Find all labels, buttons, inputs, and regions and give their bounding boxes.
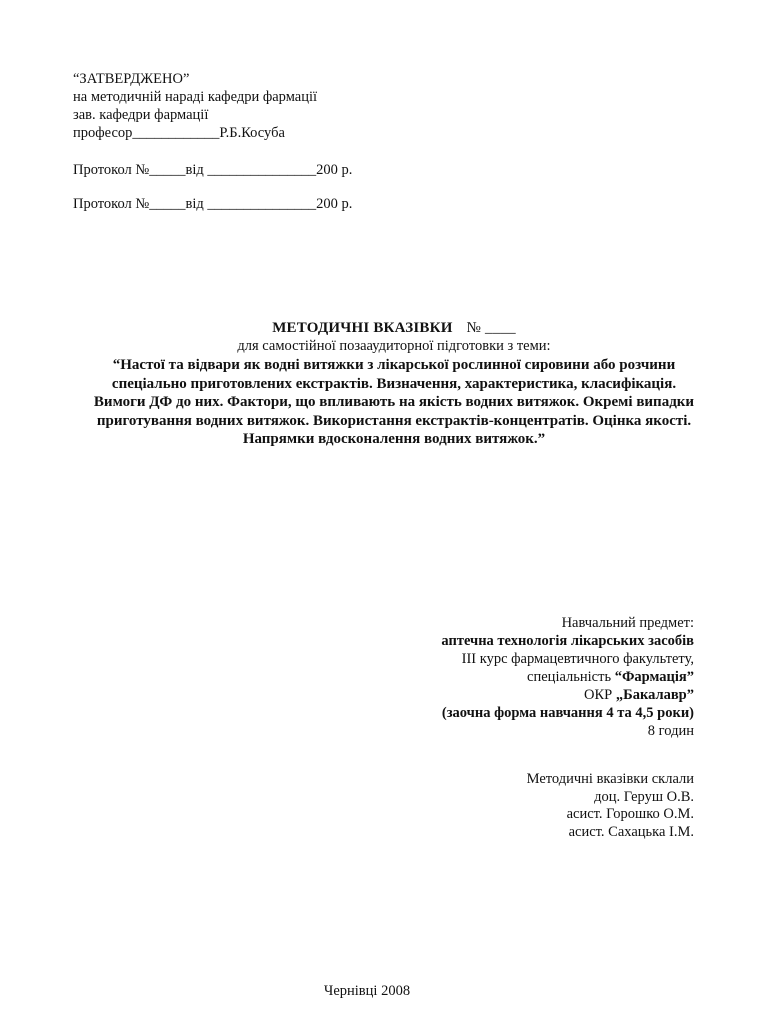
document-number: № ____ xyxy=(466,320,516,336)
authors-heading: Методичні вказівки склали xyxy=(526,771,694,787)
document-topic: “Настої та відвари як водні витяжки з лікарської рослинної сировини або розчини спеціально приготовлених екстрактів. Визначення, характеристика, класифікація. Вимоги ДФ до них. Фактори, що впливають на якість водних витяжок. Окремі випадки приготування водних витяжок. Використання екстрактів-концентратів. Оцінка якості. Напрямки вдосконалення водних витяжок.” xyxy=(93,357,695,447)
approval-line-professor: професор____________Р.Б.Косуба xyxy=(73,125,285,141)
author-3: асист. Сахацька І.М. xyxy=(568,823,694,840)
subject-specialty xyxy=(274,668,694,686)
footer-city-year: Чернівці 2008 xyxy=(323,983,411,999)
document-title-text: МЕТОДИЧНІ ВКАЗІВКИ xyxy=(272,320,453,336)
document-title xyxy=(90,318,698,338)
author-1: доц. Геруш О.В. xyxy=(594,788,694,805)
approval-stamp: “ЗАТВЕРДЖЕНО” xyxy=(73,71,190,87)
specialty-prefix: спеціальність xyxy=(527,669,615,685)
title-block xyxy=(90,318,698,449)
okr-prefix: ОКР xyxy=(584,687,616,703)
subject-name: аптечна технологія лікарських засобів xyxy=(441,633,694,649)
subject-block xyxy=(274,614,694,740)
authors-block xyxy=(274,771,694,841)
protocol-line-2: Протокол №_____від _______________200 р. xyxy=(73,196,353,212)
subject-okr xyxy=(274,686,694,704)
approval-block xyxy=(73,70,493,142)
okr-name: „Бакалавр” xyxy=(615,687,694,703)
document-subtitle: для самостійної позааудиторної підготовки з теми: xyxy=(237,338,551,354)
approval-line-meeting: на методичній нараді кафедри фармації xyxy=(73,89,318,105)
author-2: асист. Горошко О.М. xyxy=(566,806,694,822)
specialty-name: “Фармація” xyxy=(614,669,694,685)
protocol-line-1: Протокол №_____від _______________200 р. xyxy=(73,162,353,178)
subject-course: ІІІ курс фармацевтичного факультету, xyxy=(461,651,694,667)
subject-label: Навчальний предмет: xyxy=(561,615,694,631)
approval-line-head: зав. кафедри фармації xyxy=(73,107,209,123)
study-hours: 8 годин xyxy=(647,723,694,739)
study-form: (заочна форма навчання 4 та 4,5 роки) xyxy=(441,705,694,721)
